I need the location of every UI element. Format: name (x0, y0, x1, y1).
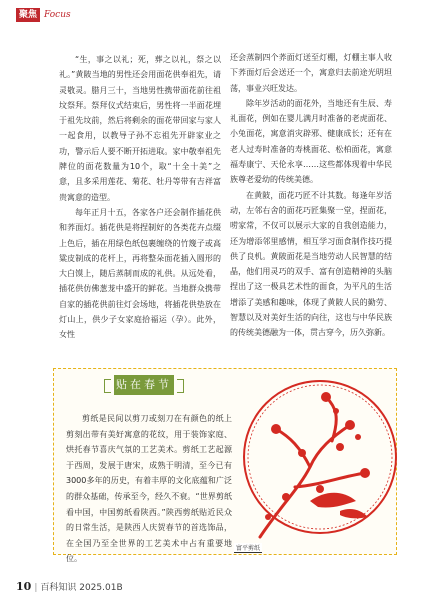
footer-separator: | (34, 583, 38, 593)
page-number: 10 (16, 580, 32, 593)
right-column (230, 50, 392, 341)
sidebar-box (53, 368, 397, 564)
page-footer (16, 580, 123, 593)
paragraph: 剪纸是民间以剪刀或刻刀在有颜色的纸上剪刻出带有美好寓意的花纹，用于装饰家庭、烘托春节喜庆气氛的工艺美术。剪纸工艺起源于西周，发展于唐宋，成熟于明清，至今已有3000多年的历史，有着丰厚的文化底蕴和广泛的群众基础，传承至今，经久不衰。“世界剪纸看中国，中国剪纸看陕西。”陕西剪纸贴近民众的日常生活，是陕西人庆贺春节的首选饰品，在全国乃至全世界的工艺美术中占有重要地位。 (66, 414, 232, 564)
paragraph: 除年岁活动的面花外，当地还有生辰、寿礼面花，例如在婴儿满月时准备的老虎面花、小兔面花，寓意消灾辟邪、健康成长；还有在老人过寿时准备的寿桃面花、松柏面花，寓意福寿康宁、天伦永享……这些都体现着中华民族尊老爱幼的传统美德。 (230, 98, 392, 185)
left-column (59, 52, 221, 343)
publication-name: 百科知识 2025.01B (40, 583, 123, 593)
papercut-image (240, 377, 398, 552)
sidebar-title: 贴在春节 (114, 375, 174, 395)
section-header (16, 6, 71, 24)
paragraph: 在黄陂，面花巧匠不计其数。每逢年岁活动，左邻右舍的面花巧匠集聚一堂，捏面花，唠家常，不仅可以展示大家的自我创造能力，还为增添邻里感情，相互学习面食制作技巧提供了良机。黄陂面花是当地劳动人民智慧的结晶，他们用灵巧的双手、富有创造精神的头脑捏出了这一极具艺术性的面食，为平凡的生活增添了美感和趣味，体现了黄陂人民的勤劳、智慧以及对美好生活的向往，这也与中华民族的传统美德融为一体，贯古穿今，历久弥新。 (230, 190, 392, 338)
image-caption: 富平剪纸 (236, 545, 261, 552)
section-tag-en: Focus (44, 10, 71, 20)
paragraph: 还会蒸制四个荞面灯送至灯棚，灯棚主事人收下荞面灯后会送还一个，寓意归去前途光明坦荡，事业兴旺发达。 (230, 53, 392, 93)
paragraph: “生，事之以礼；死，葬之以礼，祭之以礼。”黄陂当地的男性还会用面花供奉祖先，请灵敬灵。腊月三十，当地男性携带面花前往祖坟祭拜。祭拜仪式结束后，男性将一半面花埋于祖先坟前，然后将剩余的面花带回家与家人一起食用，以教导子孙不忘祖先开辟家业之功，警示后人要不断开拓进取。家中敬奉祖先牌位的面花数量为10个，取“十全十美”之意，且多采用莲花、菊花、牡丹等带有吉祥富贵寓意的造型。 (59, 55, 221, 202)
section-tag: 聚焦 (16, 8, 40, 22)
sidebar-text (66, 411, 232, 567)
paragraph: 每年正月十五，各家各户还会制作插花供和荞面灯。插花供是将捏制好的各类花卉点缀上色后，插在用绿色纸包裹缠绕的竹篾子或高粱皮制成的花杆上，再将整朵面花插入圆形的大白馍上，随后蒸制而成的礼供。从远处看，插花供仿佛葱茏中盛开的鲜花。当地群众携带自家的插花供前往灯会场地，将插花供垫放在灯山上，供少子女家庭拾福运（孕）。此外，女性 (59, 207, 221, 340)
